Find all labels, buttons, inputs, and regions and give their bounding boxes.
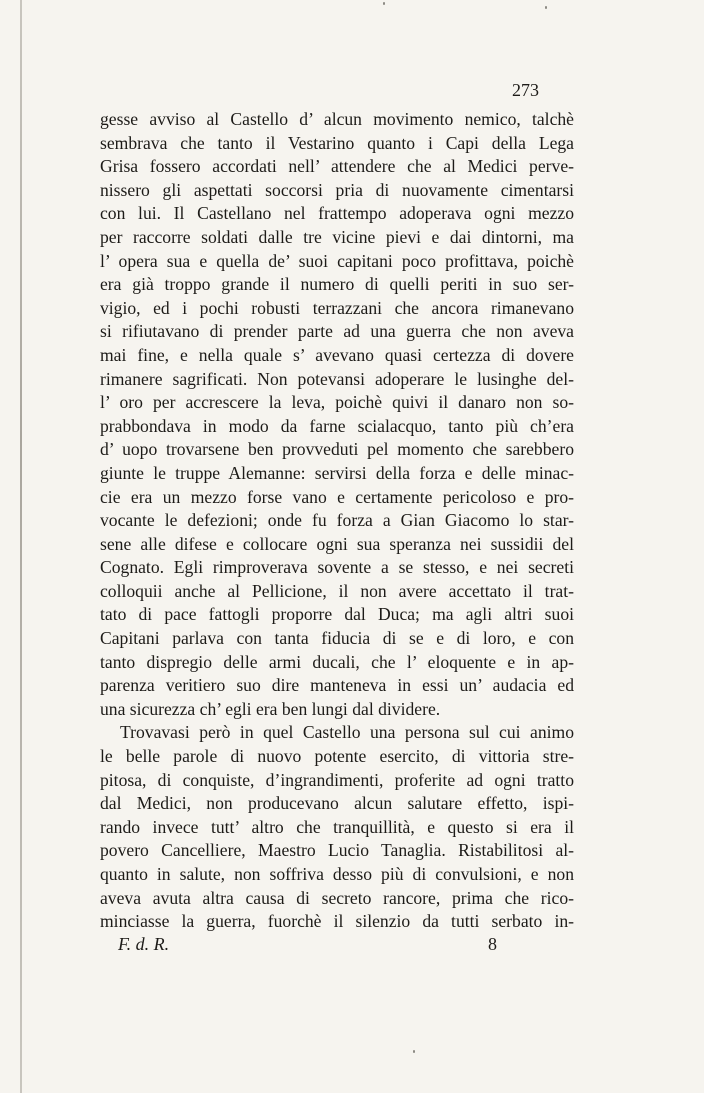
- text-line: povero Cancelliere, Maestro Lucio Tanaglia. Ristabilitosi al-: [100, 840, 574, 861]
- text-line: tanto dispregio delle armi ducali, che l’ eloquente e in ap-: [100, 651, 574, 672]
- paper-speck: [383, 2, 385, 5]
- text-line: minciasse la guerra, fuorchè il silenzio da tutti serbato in-: [100, 911, 574, 932]
- binding-edge: [20, 0, 22, 1093]
- text-line: pitosa, di conquiste, d’ingrandimenti, proferite ad ogni tratto: [100, 769, 574, 790]
- text-line: aveva avuta altra causa di secreto rancore, prima che rico-: [100, 887, 574, 908]
- text-line: Capitani parlava con tanta fiducia di se e di loro, e con: [100, 628, 574, 649]
- text-line: rimanere sagrificati. Non potevansi adoperare le lusinghe del-: [100, 368, 574, 389]
- paper-speck: [545, 6, 547, 9]
- text-line: mai fine, e nella quale s’ avevano quasi certezza di dovere: [100, 344, 574, 365]
- text-line: d’ uopo trovarsene ben provveduti pel momento che sarebbero: [100, 439, 574, 460]
- text-line: sene alle difese e collocare ogni sua speranza nei sussidii del: [100, 533, 574, 554]
- page-number: 273: [512, 80, 539, 100]
- text-line: per raccorre soldati dalle tre vicine pievi e dai dintorni, ma: [100, 226, 574, 247]
- text-line: Trovavasi però in quel Castello una persona sul cui animo: [120, 722, 574, 743]
- text-line: gesse avviso al Castello d’ alcun movimento nemico, talchè: [100, 109, 574, 129]
- text-line: con lui. Il Castellano nel frattempo adoperava ogni mezzo: [100, 203, 574, 224]
- text-line: le belle parole di nuovo potente esercito, di vittoria stre-: [100, 746, 574, 767]
- text-line: dal Medici, non producevano alcun salutare effetto, ispi-: [100, 793, 574, 814]
- text-line: sembrava che tanto il Vestarino quanto i Capi della Lega: [100, 132, 574, 153]
- text-line: Grisa fossero accordati nell’ attendere che al Medici perve-: [100, 156, 574, 177]
- text-line: parenza veritiero suo dire manteneva in essi un’ audacia ed: [100, 675, 574, 696]
- text-line: rando invece tutt’ altro che tranquillità, e questo si era il: [100, 816, 574, 837]
- paper-speck: [413, 1050, 415, 1053]
- text-line: una sicurezza ch’ egli era ben lungi dal dividere.: [100, 698, 441, 719]
- text-line: l’ opera sua e quella de’ suoi capitani poco profittava, poichè: [100, 250, 574, 271]
- text-line: vocante le defezioni; onde fu forza a Gian Giacomo lo star-: [100, 510, 574, 531]
- text-line: nissero gli aspettati soccorsi pria di nuovamente cimentarsi: [100, 179, 574, 200]
- text-line: giunte le truppe Alemanne: servirsi della forza e delle minac-: [100, 462, 574, 483]
- text-line: cie era un mezzo forse vano e certamente pericoloso e pro-: [100, 486, 574, 507]
- body-text: [100, 108, 574, 934]
- text-line: Cognato. Egli rimproverava sovente a se stesso, e nei secreti: [100, 557, 574, 578]
- text-line: si rifiutavano di prender parte ad una guerra che non aveva: [100, 321, 574, 342]
- text-line: tato di pace fattogli proporre dal Duca; ma agli altri suoi: [100, 604, 574, 625]
- text-line: vigio, ed i pochi robusti terrazzani che ancora rimanevano: [100, 297, 574, 318]
- text-line: era già troppo grande il numero di quelli periti in suo ser-: [100, 274, 574, 295]
- sheet-number: 8: [488, 934, 497, 954]
- signature-mark: F. d. R.: [118, 934, 170, 954]
- text-line: l’ oro per accrescere la leva, poichè quivi il danaro non so-: [100, 392, 574, 413]
- page-footer: [118, 934, 508, 958]
- text-line: colloquii anche al Pellicione, il non avere accettato il trat-: [100, 580, 574, 601]
- text-line: prabbondava in modo da farne scialacquo, tanto più ch’era: [100, 415, 574, 436]
- text-line: quanto in salute, non soffriva desso più di convulsioni, e non: [100, 864, 574, 884]
